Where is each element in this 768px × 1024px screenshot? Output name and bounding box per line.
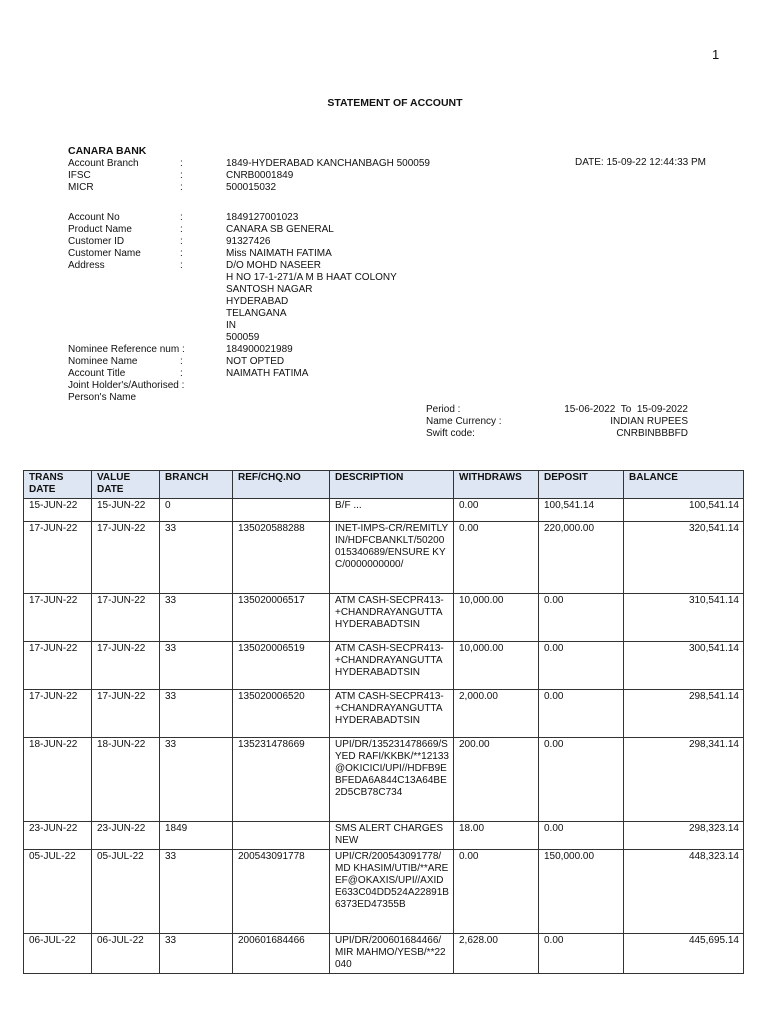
ref-number-cell: 135020006517 xyxy=(233,594,330,642)
withdrawal-amount-cell: 0.00 xyxy=(454,850,539,934)
ref-number-cell xyxy=(233,822,330,850)
table-row xyxy=(24,850,744,934)
balance-amount-cell: 445,695.14 xyxy=(624,934,744,974)
value-date-cell: 18-JUN-22 xyxy=(92,738,160,822)
field-value: NAIMATH FATIMA xyxy=(226,368,309,379)
column-header: TRANS DATE xyxy=(24,471,92,499)
column-header: DESCRIPTION xyxy=(330,471,454,499)
value-date-cell: 06-JUL-22 xyxy=(92,934,160,974)
nominee-info-row xyxy=(68,392,668,404)
trans-date-cell: 17-JUN-22 xyxy=(24,642,92,690)
address-line: SANTOSH NAGAR xyxy=(226,284,313,295)
description-cell: SMS ALERT CHARGES NEW xyxy=(330,822,454,850)
description-cell: UPI/CR/200543091778/MD KHASIM/UTIB/**AREEF@OKAXIS/UPI//AXIDE633C04DD524A22891B6373ED47355B xyxy=(330,850,454,934)
deposit-amount-cell: 0.00 xyxy=(539,594,624,642)
value-date-cell: 17-JUN-22 xyxy=(92,690,160,738)
field-value: 91327426 xyxy=(226,236,271,247)
branch-code-cell: 33 xyxy=(160,690,233,738)
period-row xyxy=(426,404,746,416)
balance-amount-cell: 100,541.14 xyxy=(624,499,744,522)
branch-code-cell: 33 xyxy=(160,934,233,974)
description-cell: UPI/DR/135231478669/SYED RAFI/KKBK/**12133@OKICICI/UPI//HDFB9EBFEDA6A844C13A64BE2D5CB78C734 xyxy=(330,738,454,822)
field-separator: : xyxy=(180,212,183,223)
withdrawal-amount-cell: 10,000.00 xyxy=(454,642,539,690)
field-label: Account Branch xyxy=(68,158,139,169)
field-separator: : xyxy=(180,260,183,271)
branch-code-cell: 0 xyxy=(160,499,233,522)
balance-amount-cell: 298,541.14 xyxy=(624,690,744,738)
description-cell: ATM CASH-SECPR413-+CHANDRAYANGUTTA HYDERABADTSIN xyxy=(330,642,454,690)
table-row xyxy=(24,642,744,690)
ref-number-cell: 200543091778 xyxy=(233,850,330,934)
branch-code-cell: 33 xyxy=(160,642,233,690)
ref-number-cell: 135020006519 xyxy=(233,642,330,690)
trans-date-cell: 17-JUN-22 xyxy=(24,522,92,594)
field-value: CNRB0001849 xyxy=(226,170,294,181)
deposit-amount-cell: 0.00 xyxy=(539,690,624,738)
deposit-amount-cell: 0.00 xyxy=(539,822,624,850)
withdrawal-amount-cell: 18.00 xyxy=(454,822,539,850)
address-line: H NO 17-1-271/A M B HAAT COLONY xyxy=(226,272,397,283)
withdrawal-amount-cell: 0.00 xyxy=(454,499,539,522)
field-separator: : xyxy=(180,236,183,247)
value-date-cell: 17-JUN-22 xyxy=(92,594,160,642)
field-label: Customer ID xyxy=(68,236,125,247)
address-line: HYDERABAD xyxy=(226,296,289,307)
column-header: DEPOSIT xyxy=(539,471,624,499)
ref-number-cell: 200601684466 xyxy=(233,934,330,974)
table-row xyxy=(24,822,744,850)
period-row xyxy=(426,416,746,428)
nominee-info-row xyxy=(68,356,668,368)
branch-info-row xyxy=(68,182,668,194)
field-separator: : xyxy=(180,368,183,379)
branch-code-cell: 33 xyxy=(160,594,233,642)
table-row xyxy=(24,522,744,594)
table-row xyxy=(24,934,744,974)
address-line: TELANGANA xyxy=(226,308,287,319)
field-label: Product Name xyxy=(68,224,132,235)
description-cell: ATM CASH-SECPR413-+CHANDRAYANGUTTA HYDERABADTSIN xyxy=(330,594,454,642)
field-separator: : xyxy=(180,158,183,169)
value-date-cell: 17-JUN-22 xyxy=(92,642,160,690)
balance-amount-cell: 310,541.14 xyxy=(624,594,744,642)
field-separator: : xyxy=(180,248,183,259)
column-header: REF/CHQ.NO xyxy=(233,471,330,499)
table-row xyxy=(24,594,744,642)
trans-date-cell: 05-JUL-22 xyxy=(24,850,92,934)
field-label: IFSC xyxy=(68,170,91,181)
field-separator: : xyxy=(180,182,183,193)
deposit-amount-cell: 150,000.00 xyxy=(539,850,624,934)
field-label: MICR xyxy=(68,182,94,193)
address-line: IN xyxy=(226,320,236,331)
transactions-table xyxy=(23,470,744,974)
trans-date-cell: 23-JUN-22 xyxy=(24,822,92,850)
field-value: 15-06-2022 To 15-09-2022 xyxy=(564,404,688,415)
field-separator: : xyxy=(180,224,183,235)
account-info-row xyxy=(68,236,668,248)
table-row xyxy=(24,690,744,738)
withdrawal-amount-cell: 2,628.00 xyxy=(454,934,539,974)
balance-amount-cell: 448,323.14 xyxy=(624,850,744,934)
balance-amount-cell: 300,541.14 xyxy=(624,642,744,690)
ref-number-cell xyxy=(233,499,330,522)
deposit-amount-cell: 220,000.00 xyxy=(539,522,624,594)
transactions-body xyxy=(24,499,744,974)
trans-date-cell: 06-JUL-22 xyxy=(24,934,92,974)
field-value: 184900021989 xyxy=(226,344,293,355)
branch-code-cell: 33 xyxy=(160,522,233,594)
balance-amount-cell: 320,541.14 xyxy=(624,522,744,594)
description-cell: ATM CASH-SECPR413-+CHANDRAYANGUTTA HYDERABADTSIN xyxy=(330,690,454,738)
value-date-cell: 17-JUN-22 xyxy=(92,522,160,594)
field-separator: : xyxy=(180,356,183,367)
branch-info-row xyxy=(68,170,668,182)
field-value: Miss NAIMATH FATIMA xyxy=(226,248,332,259)
nominee-info-row xyxy=(68,344,668,356)
nominee-info-row xyxy=(68,380,668,392)
ref-number-cell: 135231478669 xyxy=(233,738,330,822)
period-row xyxy=(426,428,746,440)
field-label: Name Currency : xyxy=(426,416,502,427)
account-info-row xyxy=(68,248,668,260)
table-header-row xyxy=(24,471,744,499)
address-line: 500059 xyxy=(226,332,260,343)
withdrawal-amount-cell: 2,000.00 xyxy=(454,690,539,738)
branch-code-cell: 33 xyxy=(160,850,233,934)
trans-date-cell: 17-JUN-22 xyxy=(24,594,92,642)
field-label: Person's Name xyxy=(68,392,137,403)
branch-code-cell: 1849 xyxy=(160,822,233,850)
bank-name: CANARA BANK xyxy=(68,145,147,157)
table-row xyxy=(24,499,744,522)
field-label: Period : xyxy=(426,404,461,415)
table-row xyxy=(24,738,744,822)
field-label: Nominee Reference num : xyxy=(68,344,185,355)
column-header: BALANCE xyxy=(624,471,744,499)
balance-amount-cell: 298,341.14 xyxy=(624,738,744,822)
field-value: 1849127001023 xyxy=(226,212,299,223)
account-info-row xyxy=(68,224,668,236)
field-value: NOT OPTED xyxy=(226,356,285,367)
account-info-row xyxy=(68,212,668,224)
field-label: Customer Name xyxy=(68,248,141,259)
value-date-cell: 23-JUN-22 xyxy=(92,822,160,850)
balance-amount-cell: 298,323.14 xyxy=(624,822,744,850)
branch-code-cell: 33 xyxy=(160,738,233,822)
withdrawal-amount-cell: 10,000.00 xyxy=(454,594,539,642)
ref-number-cell: 135020588288 xyxy=(233,522,330,594)
deposit-amount-cell: 0.00 xyxy=(539,934,624,974)
value-date-cell: 15-JUN-22 xyxy=(92,499,160,522)
column-header: BRANCH xyxy=(160,471,233,499)
description-cell: INET-IMPS-CR/REMITLY IN/HDFCBANKLT/50200015340689/ENSURE KYC/0000000000/ xyxy=(330,522,454,594)
column-header: WITHDRAWS xyxy=(454,471,539,499)
trans-date-cell: 17-JUN-22 xyxy=(24,690,92,738)
statement-title: STATEMENT OF ACCOUNT xyxy=(327,97,463,109)
field-label: Swift code: xyxy=(426,428,475,439)
ref-number-cell: 135020006520 xyxy=(233,690,330,738)
trans-date-cell: 18-JUN-22 xyxy=(24,738,92,822)
description-cell: B/F ... xyxy=(330,499,454,522)
field-value: CANARA SB GENERAL xyxy=(226,224,334,235)
account-info-row xyxy=(68,260,668,272)
withdrawal-amount-cell: 200.00 xyxy=(454,738,539,822)
field-value: CNRBINBBBFD xyxy=(616,428,688,439)
deposit-amount-cell: 100,541.14 xyxy=(539,499,624,522)
field-value: D/O MOHD NASEER xyxy=(226,260,322,271)
statement-date: DATE: 15-09-22 12:44:33 PM xyxy=(575,157,706,168)
trans-date-cell: 15-JUN-22 xyxy=(24,499,92,522)
field-label: Address xyxy=(68,260,105,271)
field-value: 500015032 xyxy=(226,182,277,193)
address-block xyxy=(226,272,397,344)
field-label: Account Title xyxy=(68,368,126,379)
value-date-cell: 05-JUL-22 xyxy=(92,850,160,934)
description-cell: UPI/DR/200601684466/MIR MAHMO/YESB/**22040 xyxy=(330,934,454,974)
nominee-info-row xyxy=(68,368,668,380)
page-number: 1 xyxy=(712,47,720,62)
field-label: Nominee Name xyxy=(68,356,138,367)
field-value: 1849-HYDERABAD KANCHANBAGH 500059 xyxy=(226,158,430,169)
withdrawal-amount-cell: 0.00 xyxy=(454,522,539,594)
column-header: VALUE DATE xyxy=(92,471,160,499)
field-separator: : xyxy=(180,170,183,181)
deposit-amount-cell: 0.00 xyxy=(539,738,624,822)
deposit-amount-cell: 0.00 xyxy=(539,642,624,690)
field-label: Joint Holder's/Authorised : xyxy=(68,380,185,391)
field-label: Account No xyxy=(68,212,120,223)
field-value: INDIAN RUPEES xyxy=(610,416,688,427)
